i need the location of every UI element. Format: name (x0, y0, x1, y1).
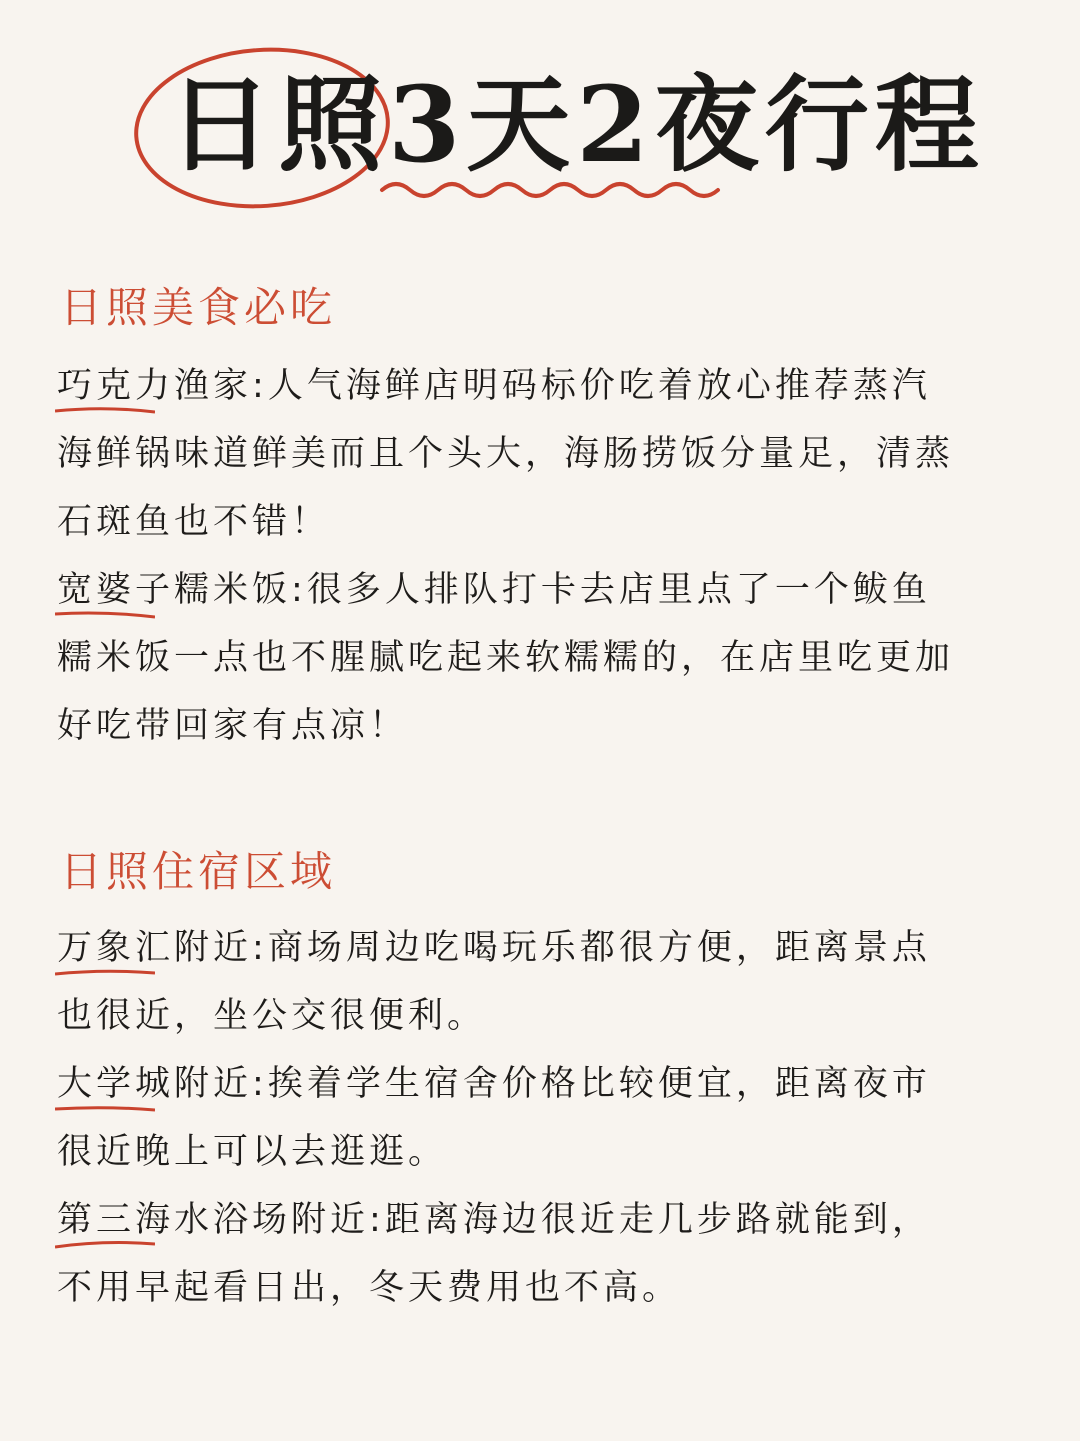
entry-line: 万象汇附近: 商场周边吃喝玩乐都很方便，距离景点 (57, 914, 1032, 982)
entry-line: 石斑鱼也不错！ (57, 502, 331, 542)
name-underline (55, 1238, 155, 1250)
entry-name: 大学城附近: (57, 1050, 268, 1118)
entry-line: 第三海水浴场附近: 距离海边很近走几步路就能到， (57, 1186, 1032, 1254)
section-heading-food: 日照美食必吃 (60, 283, 337, 332)
entry-line: 也很近，坐公交很便利。 (57, 996, 487, 1036)
name-underline (55, 608, 155, 620)
name-underline (55, 1102, 155, 1114)
title-area (0, 40, 1080, 230)
entry-name: 宽婆子糯米饭: (57, 556, 307, 624)
entry-line: 很近晚上可以去逛逛。 (57, 1132, 448, 1172)
entry-name: 巧克力渔家: (57, 352, 268, 420)
entry-line: 宽婆子糯米饭: 很多人排队打卡去店里点了一个鲅鱼 (57, 556, 1032, 624)
section-heading-lodging: 日照住宿区域 (60, 847, 337, 896)
page-title: 日照3天2夜行程 (168, 63, 985, 186)
entry-line: 海鲜锅味道鲜美而且个头大，海肠捞饭分量足，清蒸 (57, 434, 955, 474)
entry-line: 好吃带回家有点凉！ (57, 706, 409, 746)
entry-name: 万象汇附近: (57, 914, 268, 982)
entry-name: 第三海水浴场附近: (57, 1186, 385, 1254)
entry-line: 巧克力渔家: 人气海鲜店明码标价吃着放心推荐蒸汽 (57, 352, 1032, 420)
food-entry-2 (57, 556, 1032, 760)
lodging-entry-1 (57, 914, 1032, 1050)
food-entry-1 (57, 352, 1032, 556)
entry-line: 大学城附近: 挨着学生宿舍价格比较便宜，距离夜市 (57, 1050, 1032, 1118)
lodging-entry-3 (57, 1186, 1032, 1322)
entry-line: 不用早起看日出，冬天费用也不高。 (57, 1268, 682, 1308)
name-underline (55, 404, 155, 416)
entry-line: 糯米饭一点也不腥腻吃起来软糯糯的，在店里吃更加 (57, 638, 955, 678)
name-underline (55, 966, 155, 978)
lodging-entry-2 (57, 1050, 1032, 1186)
